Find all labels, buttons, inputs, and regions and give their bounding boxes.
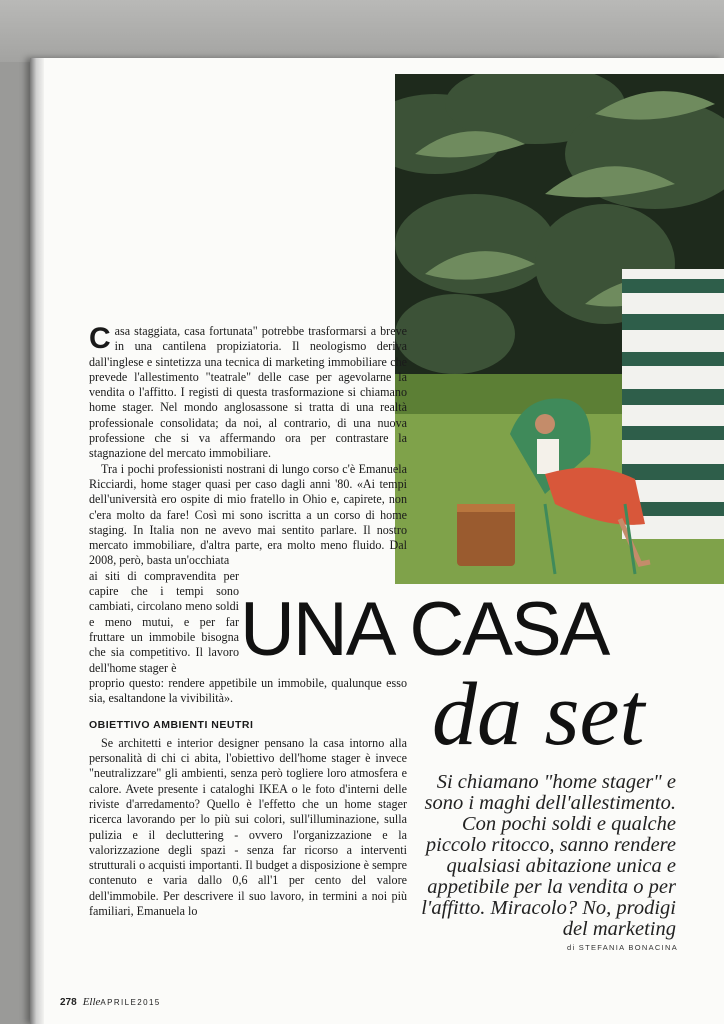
magazine-name: Elle	[82, 996, 101, 1008]
photo-illustration	[395, 74, 724, 584]
page-spine	[30, 58, 44, 1024]
page-number: 278	[60, 997, 77, 1008]
drop-cap: C	[89, 322, 111, 355]
article-paragraph: Casa staggiata, casa fortunata" potrebbe trasformarsi a breve in una cantilena propiziatoria. Il neologismo deriva dall'inglese e sintetizza una tecnica di marketing immobiliare che prevede l'allestimento "teatrale" delle case per agevolarne la vendita o l'affitto. I registi di questa trasformazione si chiamano home stager. Nel mondo anglosassone si tratta di una realtà professionale consolidata; da noi, al contrario, di una nuova professione che si va affermando ora per contrastare la stagnazione del mercato immobiliare.	[89, 322, 407, 461]
scanner-background	[0, 0, 724, 62]
article-deck: Si chiamano "home stager" e sono i maghi dell'allestimento. Con pochi soldi e qualche piccolo ritocco, sanno rendere qualsiasi abitazione unica e appetibile per la vendita o per l'affitto. Miracolo? No, prodigi del marketing	[421, 771, 676, 940]
headline-script: da set	[432, 665, 645, 764]
issue-date: APRILE2015	[100, 998, 161, 1007]
article-paragraph: Se architetti e interior designer pensano la casa intorno alla personalità di chi ci abita, l'obiettivo dell'home stager è invece "neutralizzare" gli ambienti, senza però togliere loro atmosfera e calore. Avete presente i cataloghi IKEA o le foto d'interni delle riviste d'arredamento? Quello è l'effetto che un home stager ricerca lavorando per lo più sui colori, sull'illuminazione, sulla pulizia e il decluttering - ovvero l'organizzazione e la valorizzazione degli spazi - senza far ricorso a interventi strutturali o acquisti importanti. Il budget a disposizione è sempre contenuto e varia dallo 0,6 all'1 per cento del valore dell'immobile. Per descrivere il suo lavoro, in termini a noi più familiari, Emanuela lo	[89, 735, 407, 918]
section-subheading: OBIETTIVO AMBIENTI NEUTRI	[89, 719, 254, 732]
article-paragraph-narrow: ai siti di compravendita per capire che i tempi sono cambiati, circolano meno soldi e meno mutui, e per far fruttare un immobile bisogna che sia competitivo. Il lavoro dell'home stager è	[89, 568, 239, 675]
article-photo	[395, 74, 724, 584]
byline: di STEFANIA BONACINA	[566, 943, 678, 952]
article-paragraph-continuation: proprio questo: rendere appetibile un immobile, qualunque esso sia, esaltandone la vivibilità».	[89, 675, 407, 706]
article-paragraph: Tra i pochi professionisti nostrani di lungo corso c'è Emanuela Ricciardi, home stager quasi per caso dagli anni '80. «Ai tempi dell'università ero ospite di mio fratello in Ohio e, capirete, non c'era molto da fare! Così mi sono iscritta a un corso di home staging. In Italia non ne avevo mai sentito parlare. Il nostro mercato immobiliare, d'altra parte, era molto meno fluido. Dal 2008, però, basta un'occhiata	[89, 461, 407, 568]
magazine-page	[30, 58, 724, 1024]
headline-main: UNA CASA	[240, 587, 609, 672]
page-footer	[60, 996, 161, 1008]
